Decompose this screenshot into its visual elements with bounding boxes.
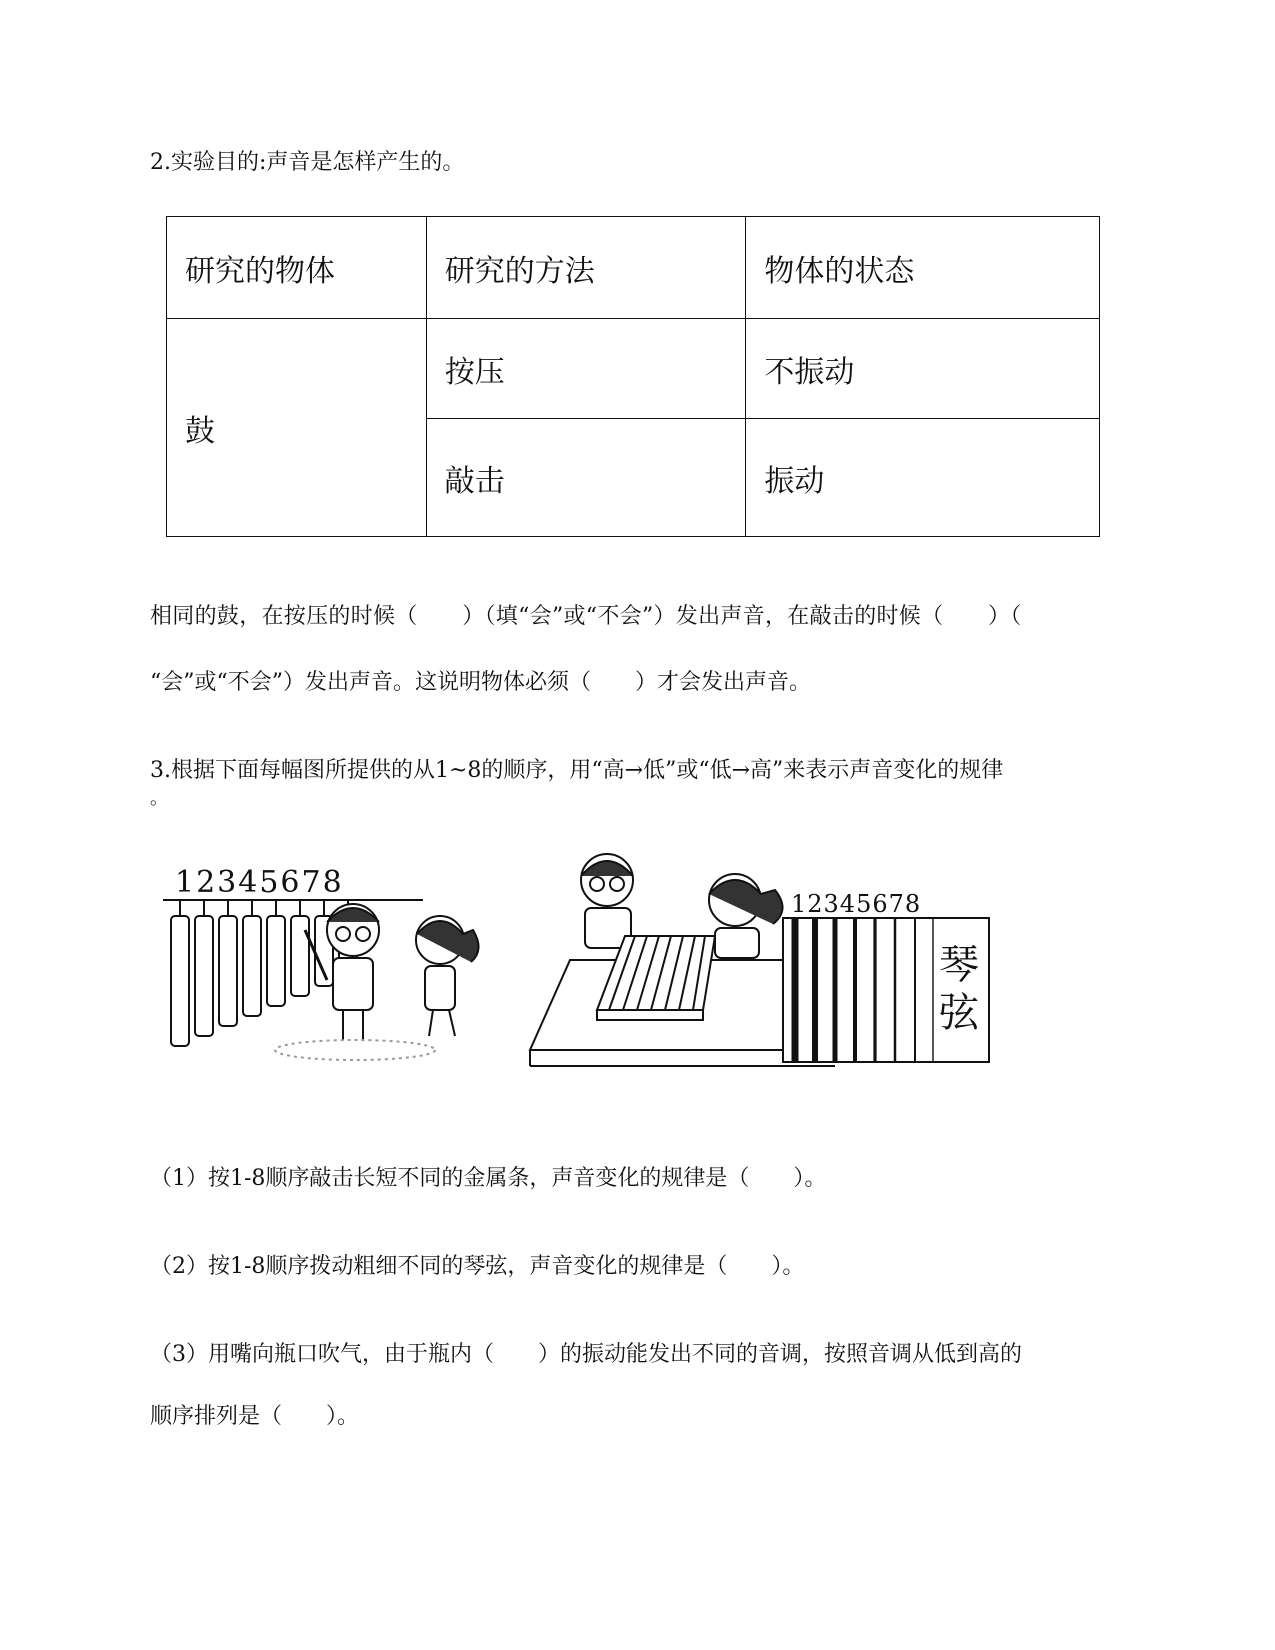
- question-3-title-line-1: 3.根据下面每幅图所提供的从1~8的顺序，用“高→低”或“低→高”来表示声音变化的规律: [150, 758, 1004, 783]
- question-3-sub-2: （2）按1-8顺序拨动粗细不同的琴弦，声音变化的规律是（ ）。: [150, 1254, 805, 1279]
- table-header-row: [167, 217, 1100, 319]
- string-label-bottom: 弦: [939, 990, 979, 1036]
- metal-bars-figure: [163, 865, 479, 1060]
- question-3-sub-3-line-1: （3）用嘴向瓶口吹气，由于瓶内（ ）的振动能发出不同的音调，按照音调从低到高的: [150, 1342, 1023, 1367]
- object-cell: 鼓: [167, 319, 427, 537]
- boy-at-table: [581, 854, 633, 948]
- question-3-sub-3-line-2: 顺序排列是（ ）。: [150, 1404, 360, 1429]
- girl-at-table: [709, 874, 783, 958]
- method-cell: 按压: [426, 319, 746, 419]
- question-2-text-line-1: 相同的鼓，在按压的时候（ ）（填“会”或“不会”）发出声音，在敲击的时候（ ）（: [150, 604, 1022, 629]
- string-label-top: 琴: [939, 942, 979, 988]
- question-2-title: 2.实验目的:声音是怎样产生的。: [150, 150, 465, 175]
- method-cell: 敲击: [426, 419, 746, 537]
- right-number-labels: 12345678: [791, 890, 922, 918]
- header-object: 研究的物体: [167, 217, 427, 319]
- header-state: 物体的状态: [746, 217, 1100, 319]
- experiment-table: [166, 216, 1100, 537]
- sound-experiment-illustration: [155, 850, 1055, 1122]
- zither-figure: [530, 854, 989, 1066]
- table-row: [167, 319, 1100, 419]
- left-number-labels: 12345678: [175, 865, 344, 900]
- header-method: 研究的方法: [426, 217, 746, 319]
- state-cell: 不振动: [746, 319, 1100, 419]
- girl: [416, 916, 479, 1036]
- question-3-sub-1: （1）按1-8顺序敲击长短不同的金属条，声音变化的规律是（ ）。: [150, 1166, 827, 1191]
- strings-panel: [783, 890, 989, 1062]
- question-2-text-line-2: “会”或“不会”）发出声音。这说明物体必须（ ）才会发出声音。: [150, 670, 811, 695]
- question-3-title-line-2: 。: [150, 788, 168, 809]
- state-cell: 振动: [746, 419, 1100, 537]
- boy-with-pointer: [275, 904, 435, 1060]
